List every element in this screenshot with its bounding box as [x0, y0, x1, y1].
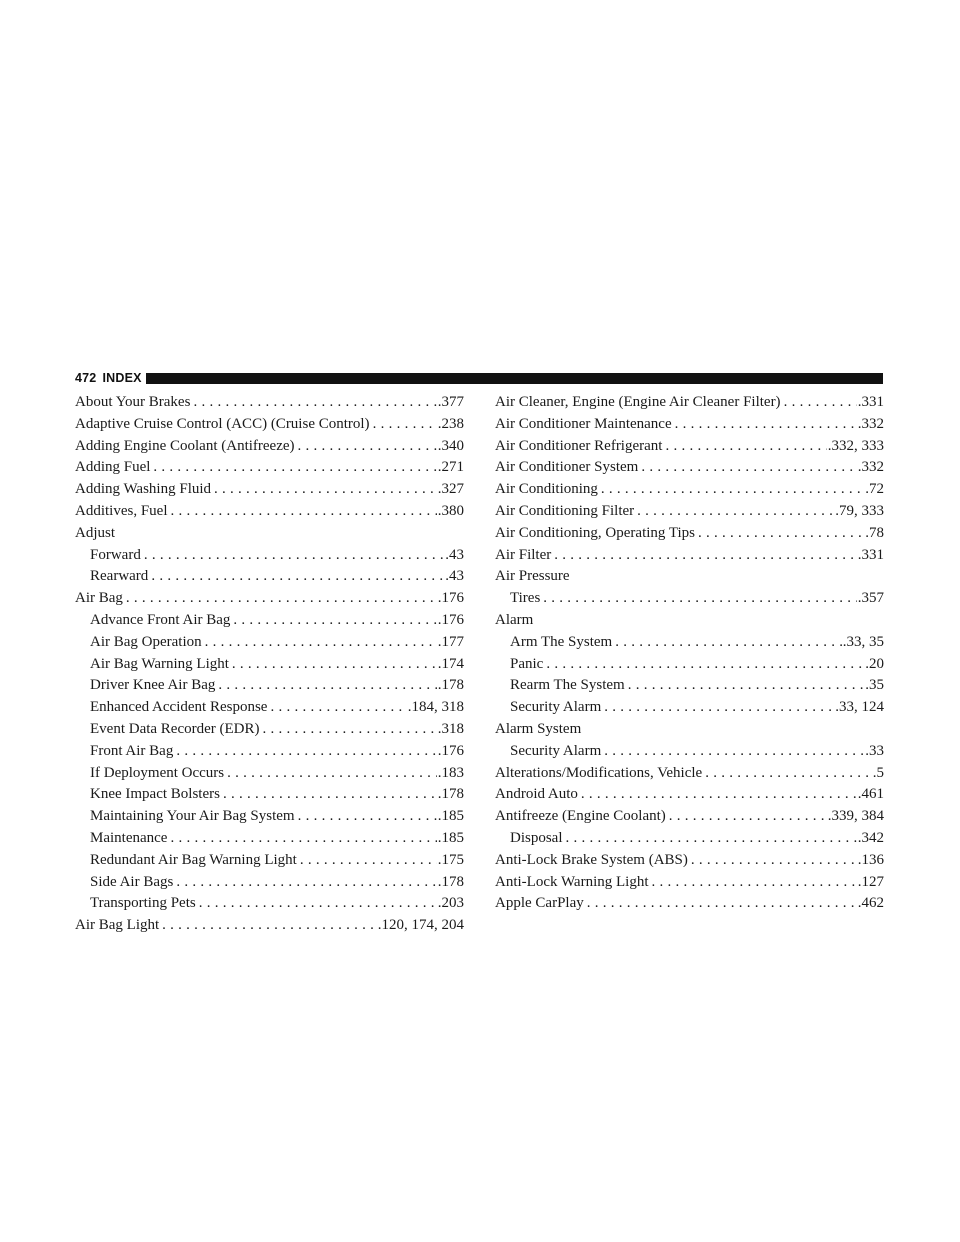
index-subentry	[75, 610, 464, 632]
entry-label: Air Bag	[75, 590, 123, 607]
entry-page-ref: .331	[857, 394, 884, 410]
entry-page-ref: .177	[437, 633, 464, 650]
index-subentry	[75, 741, 464, 763]
dot-leader	[162, 915, 377, 937]
dot-leader	[263, 719, 437, 741]
index-entry	[495, 893, 884, 915]
dot-leader	[601, 479, 864, 501]
page-number: 472	[75, 371, 97, 385]
entry-label: Air Conditioning, Operating Tips	[495, 524, 696, 541]
entry-label: Air Bag Warning Light	[90, 655, 229, 672]
dot-leader	[144, 545, 444, 567]
index-subentry	[75, 784, 464, 806]
entry-page-ref: .127	[857, 873, 884, 890]
entry-page-ref: .176	[437, 611, 464, 628]
header-rule	[146, 373, 883, 384]
entry-label: Enhanced Accident Response	[90, 699, 268, 716]
dot-leader	[546, 654, 864, 676]
dot-leader	[628, 675, 865, 697]
entry-page-ref: .178	[437, 873, 464, 890]
dot-leader	[698, 523, 864, 545]
entry-label: Arm The System	[510, 633, 613, 650]
entry-page-ref: .20	[865, 655, 884, 672]
dot-leader	[587, 893, 857, 915]
index-entry	[75, 436, 464, 458]
index-entry	[495, 479, 884, 501]
entry-label: Side Air Bags	[90, 873, 174, 890]
dot-leader	[298, 806, 437, 828]
dot-leader	[176, 872, 436, 894]
entry-page-ref: .174	[437, 655, 464, 672]
index-subentry	[495, 675, 884, 697]
entry-page-ref: .327	[437, 481, 464, 498]
entry-label: Maintenance	[90, 829, 168, 846]
entry-page-ref: .332, 333	[827, 437, 884, 454]
index-entry	[75, 479, 464, 501]
dot-leader	[604, 741, 864, 763]
index-column-left	[75, 392, 464, 937]
dot-leader	[566, 828, 857, 850]
entry-page-ref: .380	[437, 502, 464, 519]
dot-leader	[151, 566, 444, 588]
entry-page-ref: .377	[437, 394, 464, 410]
entry-page-ref: .78	[865, 524, 884, 541]
index-subentry	[495, 697, 884, 719]
index-subentry	[75, 654, 464, 676]
dot-leader	[615, 632, 842, 654]
dot-leader	[153, 457, 436, 479]
dot-leader	[214, 479, 437, 501]
index-entry	[495, 784, 884, 806]
section-title: INDEX	[102, 371, 142, 385]
index-entry	[75, 915, 464, 937]
entry-label: About Your Brakes	[75, 394, 191, 410]
entry-page-ref: .238	[437, 415, 464, 432]
entry-page-ref: .33, 35	[842, 633, 884, 650]
dot-leader	[171, 501, 437, 523]
index-entry	[75, 414, 464, 436]
entry-page-ref: .340	[437, 437, 464, 454]
entry-label: Adding Engine Coolant (Antifreeze)	[75, 437, 295, 454]
dot-leader	[218, 675, 436, 697]
entry-page-ref: .120, 174, 204	[377, 917, 464, 934]
index-heading: Alarm	[495, 611, 534, 628]
entry-label: Event Data Recorder (EDR)	[90, 720, 260, 737]
entry-page-ref: .175	[437, 851, 464, 868]
index-entry	[495, 501, 884, 523]
entry-page-ref: .33, 124	[835, 699, 884, 716]
index-entry	[75, 392, 464, 414]
dot-leader	[300, 850, 437, 872]
entry-label: Air Filter	[495, 546, 552, 563]
entry-label: Tires	[510, 590, 541, 607]
index-entry	[495, 457, 884, 479]
index-subentry	[75, 763, 464, 785]
entry-page-ref: .72	[865, 481, 884, 498]
dot-leader	[637, 501, 834, 523]
dot-leader	[193, 392, 436, 414]
entry-page-ref: .79, 333	[835, 502, 884, 519]
index-heading: Air Pressure	[495, 568, 570, 585]
entry-page-ref: .183	[437, 764, 464, 781]
entry-label: Android Auto	[495, 786, 578, 803]
entry-page-ref: .43	[445, 568, 464, 585]
dot-leader	[205, 632, 437, 654]
dot-leader	[199, 893, 437, 915]
dot-leader	[232, 654, 437, 676]
entry-page-ref: .178	[437, 786, 464, 803]
index-entry	[495, 872, 884, 894]
dot-leader	[176, 741, 436, 763]
entry-label: Air Conditioner Refrigerant	[495, 437, 663, 454]
entry-label: Maintaining Your Air Bag System	[90, 808, 295, 825]
entry-label: Air Conditioning Filter	[495, 502, 635, 519]
entry-page-ref: .35	[865, 677, 884, 694]
index-entry	[495, 414, 884, 436]
entry-page-ref: .176	[437, 742, 464, 759]
index-subentry	[75, 566, 464, 588]
index-entry	[495, 850, 884, 872]
index-subentry	[75, 632, 464, 654]
index-subentry	[75, 850, 464, 872]
entry-label: Knee Impact Bolsters	[90, 786, 220, 803]
index-entry	[495, 523, 884, 545]
index-subentry	[75, 828, 464, 850]
entry-label: Transporting Pets	[90, 895, 196, 912]
dot-leader	[223, 784, 437, 806]
dot-leader	[669, 806, 827, 828]
index-subentry	[75, 872, 464, 894]
entry-page-ref: .339, 384	[827, 808, 884, 825]
entry-label: Adaptive Cruise Control (ACC) (Cruise Control)	[75, 415, 370, 432]
index-subentry	[495, 741, 884, 763]
entry-page-ref: .5	[872, 764, 884, 781]
dot-leader	[227, 763, 437, 785]
dot-leader	[705, 763, 872, 785]
entry-label: Adding Fuel	[75, 459, 151, 476]
dot-leader	[784, 392, 857, 414]
entry-page-ref: .332	[857, 459, 884, 476]
entry-label: Forward	[90, 546, 141, 563]
dot-leader	[641, 457, 856, 479]
entry-page-ref: .331	[857, 546, 884, 563]
index-entry	[495, 806, 884, 828]
index-subentry	[75, 893, 464, 915]
entry-page-ref: .136	[857, 851, 884, 868]
entry-label: Air Cleaner, Engine (Engine Air Cleaner Filter)	[495, 394, 781, 410]
index-subentry	[75, 675, 464, 697]
dot-leader	[665, 436, 826, 458]
index-heading: Adjust	[75, 524, 116, 541]
dot-leader	[373, 414, 437, 436]
entry-label: Security Alarm	[510, 699, 602, 716]
entry-page-ref: .462	[857, 895, 884, 912]
dot-leader	[652, 872, 857, 894]
entry-label: Rearm The System	[510, 677, 625, 694]
entry-label: If Deployment Occurs	[90, 764, 225, 781]
dot-leader	[543, 588, 856, 610]
entry-label: Antifreeze (Engine Coolant)	[495, 808, 666, 825]
entry-label: Redundant Air Bag Warning Light	[90, 851, 297, 868]
entry-label: Advance Front Air Bag	[90, 611, 231, 628]
entry-label: Alterations/Modifications, Vehicle	[495, 764, 703, 781]
index-entry	[75, 588, 464, 610]
index-entry	[495, 763, 884, 785]
entry-label: Additives, Fuel	[75, 502, 168, 519]
entry-label: Air Conditioner Maintenance	[495, 415, 672, 432]
dot-leader	[581, 784, 857, 806]
index-entry	[495, 392, 884, 414]
index-subentry	[75, 719, 464, 741]
index-entry	[75, 501, 464, 523]
index-subentry	[75, 545, 464, 567]
entry-label: Air Conditioning	[495, 481, 598, 498]
entry-label: Air Bag Light	[75, 917, 160, 934]
dot-leader	[604, 697, 834, 719]
entry-page-ref: .318	[437, 720, 464, 737]
entry-page-ref: .184, 318	[407, 699, 464, 716]
entry-page-ref: .357	[857, 590, 884, 607]
entry-page-ref: .271	[437, 459, 464, 476]
entry-page-ref: .185	[437, 808, 464, 825]
dot-leader	[233, 610, 436, 632]
index-subentry	[495, 828, 884, 850]
index-subentry	[495, 632, 884, 654]
entry-label: Air Conditioner System	[495, 459, 639, 476]
dot-leader	[126, 588, 437, 610]
dot-leader	[298, 436, 437, 458]
entry-label: Rearward	[90, 568, 149, 585]
entry-page-ref: .332	[857, 415, 884, 432]
entry-label: Anti-Lock Warning Light	[495, 873, 649, 890]
index-entry	[495, 545, 884, 567]
entry-label: Apple CarPlay	[495, 895, 584, 912]
entry-page-ref: .176	[437, 590, 464, 607]
dot-leader	[675, 414, 857, 436]
index-heading: Alarm System	[495, 720, 582, 737]
entry-label: Air Bag Operation	[90, 633, 202, 650]
index-entry	[495, 436, 884, 458]
index-subentry	[495, 588, 884, 610]
entry-page-ref: .178	[437, 677, 464, 694]
entry-label: Driver Knee Air Bag	[90, 677, 216, 694]
entry-page-ref: .43	[445, 546, 464, 563]
entry-page-ref: .33	[865, 742, 884, 759]
dot-leader	[170, 828, 436, 850]
entry-page-ref: .203	[437, 895, 464, 912]
index-entry	[75, 457, 464, 479]
index-subentry	[75, 697, 464, 719]
entry-page-ref: .185	[437, 829, 464, 846]
entry-label: Security Alarm	[510, 742, 602, 759]
dot-leader	[691, 850, 857, 872]
index-subentry	[495, 654, 884, 676]
page-header	[75, 371, 883, 385]
dot-leader	[270, 697, 406, 719]
entry-label: Panic	[510, 655, 544, 672]
entry-label: Adding Washing Fluid	[75, 481, 212, 498]
entry-label: Anti-Lock Brake System (ABS)	[495, 851, 688, 868]
entry-label: Disposal	[510, 829, 563, 846]
index-column-right	[495, 392, 884, 915]
entry-page-ref: .342	[857, 829, 884, 846]
entry-label: Front Air Bag	[90, 742, 174, 759]
dot-leader	[554, 545, 857, 567]
index-subentry	[75, 806, 464, 828]
entry-page-ref: .461	[857, 786, 884, 803]
